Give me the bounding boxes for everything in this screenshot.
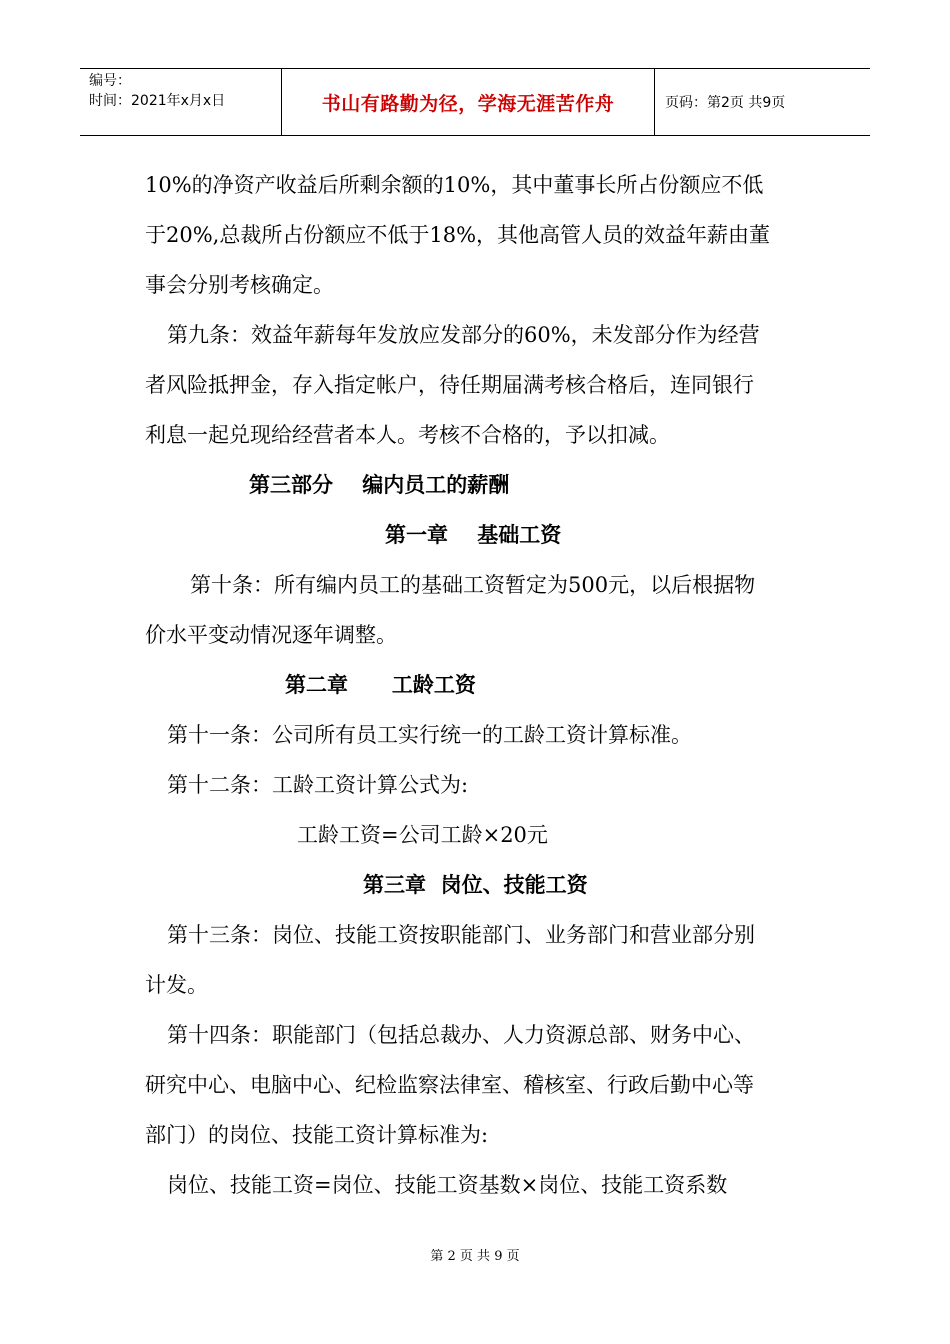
article-10: 第十条：所有编内员工的基础工资暂定为500元，以后根据物 [190,573,756,597]
document-time-label: 时间：2021年x月x日 [89,93,226,109]
body-line: 利息一起兑现给经营者本人。考核不合格的，予以扣减。 [145,423,670,447]
body-line: 研究中心、电脑中心、纪检监察法律室、稽核室、行政后勤中心等 [145,1073,754,1097]
header-page-info: 页码：第2页 共9页 [665,95,786,111]
chapter-heading: 第二章 工龄工资 [285,672,476,697]
formula-position-pay: 岗位、技能工资=岗位、技能工资基数×岗位、技能工资系数 [167,1173,728,1197]
article-14: 第十四条：职能部门（包括总裁办、人力资源总部、财务中心、 [167,1023,755,1047]
body-line: 部门）的岗位、技能工资计算标准为: [145,1123,489,1147]
header-table [80,68,870,136]
body-line: 事会分别考核确定。 [145,273,334,297]
document-body [145,160,815,1210]
body-line: 10%的净资产收益后所剩余额的10%，其中董事长所占份额应不低 [145,173,764,197]
body-line: 于20%,总裁所占份额应不低于18%，其他高管人员的效益年薪由董 [145,223,771,247]
chapter-heading: 第三章 岗位、技能工资 [363,872,588,897]
article-11: 第十一条：公司所有员工实行统一的工龄工资计算标准。 [167,723,692,747]
part-heading: 第三部分 编内员工的薪酬 [249,472,510,497]
article-12: 第十二条：工龄工资计算公式为: [167,773,469,797]
header-motto: 书山有路勤为径，学海无涯苦作舟 [282,69,655,135]
formula-seniority-pay: 工龄工资=公司工龄×20元 [297,823,548,847]
document-number-label: 编号： [89,73,131,89]
article-9: 第九条：效益年薪每年发放应发部分的60%，未发部分作为经营 [167,323,760,347]
body-line: 价水平变动情况逐年调整。 [145,623,397,647]
page-footer: 第 2 页 共 9 页 [430,1249,520,1264]
chapter-heading: 第一章 基础工资 [385,522,562,547]
article-13: 第十三条：岗位、技能工资按职能部门、业务部门和营业部分别 [167,923,755,947]
body-line: 计发。 [145,973,208,997]
header-meta-cell [80,69,282,135]
body-line: 者风险抵押金，存入指定帐户，待任期届满考核合格后，连同银行 [145,373,754,397]
